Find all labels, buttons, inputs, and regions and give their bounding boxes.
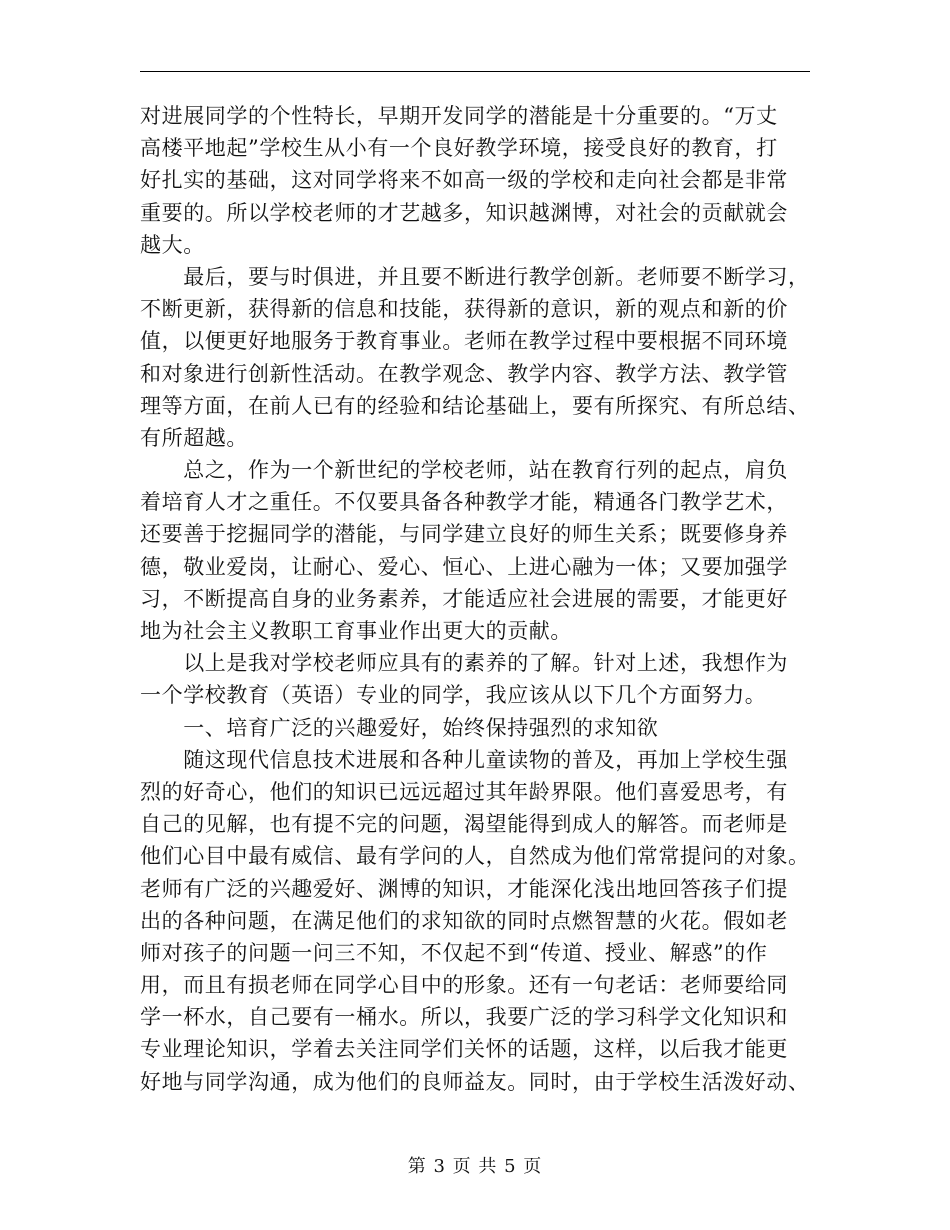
- text-line: 好扎实的基础，这对同学将来不如高一级的学校和走向社会都是非常: [140, 168, 788, 193]
- text-line: 还要善于挖掘同学的潜能，与同学建立良好的师生关系；既要修身养: [140, 522, 788, 547]
- text-line: 地为社会主义教职工育事业作出更大的贡献。: [140, 619, 572, 643]
- text-line: 着培育人才之重任。不仅要具备各种教学才能，精通各门教学艺术，: [140, 490, 788, 515]
- text-line: 自己的见解，也有提不完的问题，渴望能得到成人的解答。而老师是: [140, 812, 788, 837]
- text-line: 烈的好奇心，他们的知识已远远超过其年龄界限。他们喜爱思考，有: [140, 779, 788, 804]
- text-line: 总之，作为一个新世纪的学校老师，站在教育行列的起点，肩负: [140, 458, 788, 483]
- text-line: 对进展同学的个性特长，早期开发同学的潜能是十分重要的。“万丈: [140, 104, 778, 128]
- text-line: 好地与同学沟通，成为他们的良师益友。同时，由于学校生活泼好动、: [140, 1069, 810, 1094]
- text-line: 师对孩子的问题一问三不知，不仅起不到“传道、授业、解惑”的作: [140, 940, 768, 965]
- page-number-footer: 第 3 页 共 5 页: [407, 1156, 543, 1177]
- text-line: 以上是我对学校老师应具有的素养的了解。针对上述，我想作为: [140, 651, 788, 676]
- text-line: 一个学校教育（英语）专业的同学，我应该从以下几个方面努力。: [140, 683, 767, 708]
- text-line: 用，而且有损老师在同学心目中的形象。还有一句老话：老师要给同: [140, 973, 788, 998]
- text-line: 有所超越。: [140, 425, 248, 450]
- text-line: 理等方面，在前人已有的经验和结论基础上，要有所探究、有所总结、: [140, 393, 810, 418]
- text-line: 不断更新，获得新的信息和技能，获得新的意识，新的观点和新的价: [140, 297, 788, 322]
- text-line: 习，不断提高自身的业务素养，才能适应社会进展的需要，才能更好: [140, 586, 788, 611]
- text-line: 随这现代信息技术进展和各种儿童读物的普及，再加上学校生强: [140, 747, 788, 772]
- text-line: 高楼平地起”学校生从小有一个良好教学环境，接受良好的教育，打: [140, 136, 778, 161]
- text-line: 和对象进行创新性活动。在教学观念、教学内容、教学方法、教学管: [140, 361, 788, 386]
- text-line: 学一杯水，自己要有一桶水。所以，我要广泛的学习科学文化知识和: [140, 1005, 788, 1030]
- text-line: 专业理论知识，学着去关注同学们关怀的话题，这样，以后我才能更: [140, 1037, 788, 1062]
- text-line: 他们心目中最有威信、最有学问的人，自然成为他们常常提问的对象。: [140, 844, 810, 869]
- document-body: [140, 100, 810, 1098]
- text-line: 老师有广泛的兴趣爱好、渊博的知识，才能深化浅出地回答孩子们提: [140, 876, 788, 901]
- text-line: 最后，要与时俱进，并且要不断进行教学创新。老师要不断学习，: [140, 264, 810, 289]
- header-rule: [140, 71, 810, 72]
- text-line: 德，敬业爱岗，让耐心、爱心、恒心、上进心融为一体；又要加强学: [140, 554, 788, 579]
- text-line: 值，以便更好地服务于教育事业。老师在教学过程中要根据不同环境: [140, 329, 788, 354]
- section-heading: 一、培育广泛的兴趣爱好，始终保持强烈的求知欲: [140, 715, 659, 740]
- text-line: 重要的。所以学校老师的才艺越多，知识越渊博，对社会的贡献就会: [140, 200, 788, 225]
- text-line: 越大。: [140, 232, 205, 257]
- text-line: 出的各种问题，在满足他们的求知欲的同时点燃智慧的火花。假如老: [140, 908, 788, 933]
